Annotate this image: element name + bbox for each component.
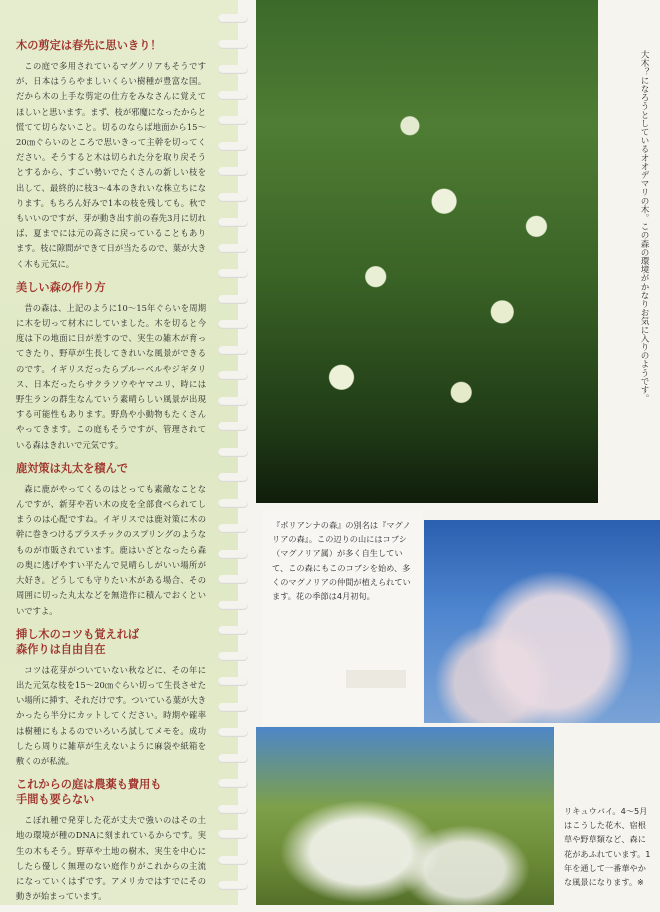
binding-ring [218,881,248,890]
heading-pruning: 木の剪定は春先に思いきり！ [16,38,162,52]
binding-ring [218,91,248,100]
binding-ring [218,244,248,253]
binding-ring [218,626,248,635]
heading-future-garden: これからの庭は農薬も費用も 手間も要らない [16,777,162,807]
para-deer: 森に鹿がやってくるのはとっても素敵なことなんですが、新芽や若い木の皮を全部食べられてしまうのは心配ですね。イギリスでは鹿対策に木の幹に巻きつけるプラスチックのスプリングのようなものが市販されています。鹿はいざとなったら森の奥に逃げやすい平たんで見晴らしがいい場所が大好き。どうしても守りたい木がある場合、その周囲に切った丸太などを無造作に積んでおくといいですよ。 [16,483,206,616]
binding-ring [218,269,248,278]
para-pruning: この庭で多用されているマグノリアもそうですが、日本はうらやましいくらい樹種が豊富な国。だから木の上手な剪定の仕方をみなさんに覚えてほしいと思います。まず、枝が邪魔になったからと慌てて切らないこと。切るのならば地面から15〜20㎝ぐらいのところで思いきって主幹を切ってください。そうすると木は切られた分を取り戻そうとするから、すごい勢いでたくさんの新しい枝を出して、最終的に枝3〜4本のきれいな株立ちになります。もちろん好みで1本の枝を残しても。秋でもいいのですが、芽が動き出す前の春先3月に切れば、夏までには元の高さに戻っていることもあります。枝に隙間ができて日が当たるので、葉が大きく木も元気に。 [16,61,207,269]
article-text [16,38,206,912]
binding-ring [218,550,248,559]
para-forest: 昔の森は、上記のように10〜15年ぐらいを周期に木を切って材木にしていました。木を切ると今度は下の地面に日が差すので、実生の雑木が育ってきたり、野草が生長してきれいな風景ができるのです。イギリスだったらブルーベルやジギタリス、日本だったらサクラソウやヤマユリ、時には野生ランの群生なんていう素晴らしい風景が出現する可能性もあります。野鳥や小動物もたくさんやってきます。この庭もそうですが、管理されている森はきれいで元気です。 [16,302,206,450]
binding-ring [218,65,248,74]
binding-ring [218,856,248,865]
binding-ring [218,677,248,686]
caption-middle: 『ポリアンナの森』の別名は『マグノリアの森』。この辺りの山にはコブシ（マグノリア属）が多く自生していて、この森にもこのコブシを始め、多くのマグノリアの仲間が植えられています。花の季節は4月初旬。 [272,520,411,602]
snowball-tree-photo [256,0,598,503]
binding-ring [218,371,248,380]
binding-ring [218,422,248,431]
binding-ring [218,320,248,329]
binding-ring [218,830,248,839]
caption-bottom: リキュウバイ。4〜5月はこうした花木、宿根草や野草類など、森に花があふれています。1年を通して一番華やかな風景になります。※ [564,806,651,888]
binding-ring [218,40,248,49]
binding-ring [218,575,248,584]
binding-ring [218,167,248,176]
heading-deer: 鹿対策は丸太を積んで [16,460,128,475]
binding-ring [218,805,248,814]
binding-ring [218,601,248,610]
binding-ring [218,295,248,304]
caption-top: 大木？になろうとしているオオデマリの木。この森の環境がかなりお気に入りのようです。 [639,50,649,403]
binding-ring [218,14,248,23]
binding-ring [218,728,248,737]
binding-ring [218,652,248,661]
binding-ring [218,448,248,457]
binding-ring [218,779,248,788]
binding-ring [218,754,248,763]
heading-cuttings: 挿し木のコツも覚えれば 森作りは自由自在 [16,626,140,656]
spiral-binding [214,0,258,905]
para-cuttings: コツは花芽がついていない秋などに、その年に出た元気な枝を15〜20㎝ぐらい切って生長させたい場所に挿す、それだけです。ついている葉が大きかったら半分にカットしてください。時期や確率は樹種にもよるのでいろいろ試してメモを。成功したら周りに雑草が生えないように麻袋や紙箱を敷くのが私流。 [16,664,206,766]
binding-ring [218,473,248,482]
binding-ring [218,499,248,508]
para-future-garden: こぼれ種で発芽した花が丈夫で強いのはその土地の環境が種のDNAに刻まれているからです。実生の木もそう。野草や土地の樹木、実生を中心にしたら優しく無理のない庭作りがこれからの主流になっていくはずです。アメリカではすでにその動きが始まっています。 [16,815,206,902]
rikyubai-blossom-photo [256,727,554,905]
binding-ring [218,397,248,406]
binding-ring [218,218,248,227]
heading-forest: 美しい森の作り方 [16,279,106,294]
binding-ring [218,193,248,202]
binding-ring [218,142,248,151]
magnolia-blossom-photo [424,520,660,723]
binding-ring [218,346,248,355]
binding-ring [218,524,248,533]
binding-ring [218,703,248,712]
binding-ring [218,116,248,125]
